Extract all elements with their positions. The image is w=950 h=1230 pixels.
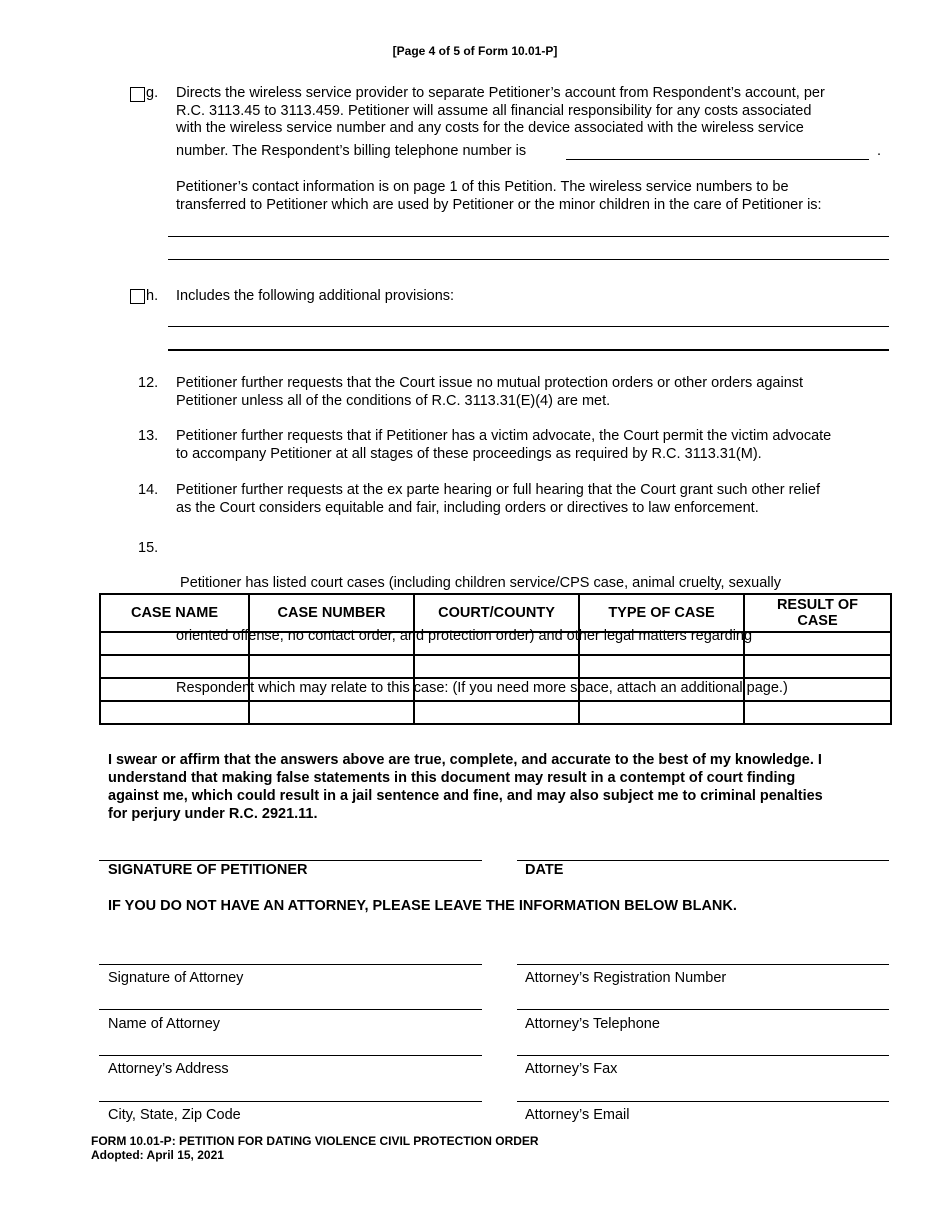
item-13-line: Petitioner further requests that if Petitioner has a victim advocate, the Court permit the victim advocate [176,428,832,444]
attorney-email-label: Attorney’s Email [525,1107,630,1123]
attorney-registration-field[interactable] [517,964,889,965]
petitioner-signature-label: SIGNATURE OF PETITIONER [108,862,308,878]
court-cases-table [99,593,892,725]
item-g-line: Directs the wireless service provider to separate Petitioner’s account from Respondent’s account, per [176,85,825,101]
contact-line: Petitioner’s contact information is on page 1 of this Petition. The wireless service numbers to be [176,179,789,195]
col-case-number: CASE NUMBER [249,594,414,632]
affirmation-statement [108,751,898,823]
table-cell[interactable] [249,655,414,678]
attorney-notice: IF YOU DO NOT HAVE AN ATTORNEY, PLEASE LEAVE THE INFORMATION BELOW BLANK. [108,898,737,914]
attorney-signature-label: Signature of Attorney [108,970,244,986]
table-cell[interactable] [100,632,249,655]
item-g-text [176,85,896,138]
item-13-text [176,428,896,463]
attorney-name-field[interactable] [99,1009,482,1010]
attorney-city-state-zip-label: City, State, Zip Code [108,1107,241,1123]
item-g-line: with the wireless service number and any costs for the device associated with the wireless service [176,120,804,136]
item-15-line: Respondent which may relate to this case: (If you need more space, attach an additional page.) [176,680,788,696]
attorney-telephone-field[interactable] [517,1009,889,1010]
attorney-address-field[interactable] [99,1055,482,1056]
table-cell[interactable] [744,632,891,655]
item-g-line: R.C. 3113.45 to 3113.459. Petitioner will assume all financial responsibility for any costs associated [176,102,812,119]
form-footer [91,1134,539,1162]
table-cell[interactable] [414,655,579,678]
table-row [100,678,891,701]
item-12-line: Petitioner unless all of the conditions of R.C. 3113.31(E)(4) are met. [176,392,611,409]
checkbox-item-h[interactable] [130,289,145,304]
table-cell[interactable] [744,655,891,678]
affirmation-line: understand that making false statements in this document may result in a contempt of court finding [108,770,796,786]
item-14-text [176,482,896,517]
attorney-name-label: Name of Attorney [108,1016,221,1032]
attorney-city-state-zip-field[interactable] [99,1101,482,1102]
table-row [100,701,891,724]
footer-adopted-date: Adopted: April 15, 2021 [91,1148,224,1162]
attorney-email-field[interactable] [517,1101,889,1102]
item-14-line: as the Court considers equitable and fair, including orders or directives to law enforcement. [176,499,759,516]
table-cell[interactable] [100,678,249,701]
wireless-numbers-line-2[interactable] [168,259,889,260]
item-13-number: 13. [138,428,159,444]
col-type-of-case: TYPE OF CASE [579,594,744,632]
item-h-text: Includes the following additional provisions: [176,288,455,304]
contact-line: transferred to Petitioner which are used by Petitioner or the minor children in the care of Petitioner is: [176,196,822,213]
wireless-numbers-line-1[interactable] [168,236,889,237]
table-cell[interactable] [579,632,744,655]
date-field[interactable] [517,860,889,861]
item-14-number: 14. [138,482,159,498]
attorney-fax-field[interactable] [517,1055,889,1056]
additional-provisions-line-1[interactable] [168,326,889,327]
petitioner-signature-field[interactable] [99,860,482,861]
affirmation-line: against me, which could result in a jail sentence and fine, and may also subject me to criminal penalties [108,788,823,804]
item-12-line: Petitioner further requests that the Court issue no mutual protection orders or other orders against [176,375,804,391]
table-cell[interactable] [414,678,579,701]
col-court-county: COURT/COUNTY [414,594,579,632]
item-12-number: 12. [138,375,159,391]
table-cell[interactable] [579,655,744,678]
item-15-line: Petitioner has listed court cases (including children service/CPS case, animal cruelty, sexually [176,575,781,591]
table-cell[interactable] [579,678,744,701]
table-row [100,632,891,655]
checkbox-item-g[interactable] [130,87,145,102]
attorney-fax-label: Attorney’s Fax [525,1061,618,1077]
date-label: DATE [525,862,564,878]
item-12-text [176,375,896,410]
affirmation-line: I swear or affirm that the answers above are true, complete, and accurate to the best of my knowledge. I [108,752,822,768]
table-cell[interactable] [414,701,579,724]
table-header-row [100,594,891,632]
table-cell[interactable] [249,678,414,701]
attorney-address-label: Attorney’s Address [108,1061,229,1077]
item-15-line: oriented offense, no contact order, and protection order) and other legal matters regarding [176,627,753,644]
billing-number-field[interactable] [566,159,869,160]
item-14-line: Petitioner further requests at the ex parte hearing or full hearing that the Court grant such other relief [176,482,821,498]
item-g-letter: g. [146,85,159,101]
table-cell[interactable] [249,632,414,655]
table-cell[interactable] [744,701,891,724]
contact-info-text [176,179,896,214]
table-cell[interactable] [579,701,744,724]
item-15-number: 15. [138,540,159,556]
item-h-letter: h. [146,288,159,304]
col-case-name: CASE NAME [100,594,249,632]
affirmation-line: for perjury under R.C. 2921.11. [108,806,318,822]
billing-number-label: number. The Respondent’s billing telephone number is [176,143,527,159]
table-cell[interactable] [414,632,579,655]
attorney-registration-label: Attorney’s Registration Number [525,970,727,986]
attorney-signature-field[interactable] [99,964,482,965]
table-cell[interactable] [100,701,249,724]
item-13-line: to accompany Petitioner at all stages of these proceedings as required by R.C. 3113.31(M). [176,445,762,462]
table-cell[interactable] [249,701,414,724]
table-cell[interactable] [744,678,891,701]
table-cell[interactable] [100,655,249,678]
attorney-telephone-label: Attorney’s Telephone [525,1016,660,1032]
table-row [100,655,891,678]
footer-form-title: FORM 10.01-P: PETITION FOR DATING VIOLENCE CIVIL PROTECTION ORDER [91,1134,539,1148]
billing-number-period: . [877,143,882,159]
additional-provisions-line-2[interactable] [168,349,889,351]
page-header: [Page 4 of 5 of Form 10.01-P] [392,44,558,58]
col-result-of-case: RESULT OF CASE [744,594,891,632]
